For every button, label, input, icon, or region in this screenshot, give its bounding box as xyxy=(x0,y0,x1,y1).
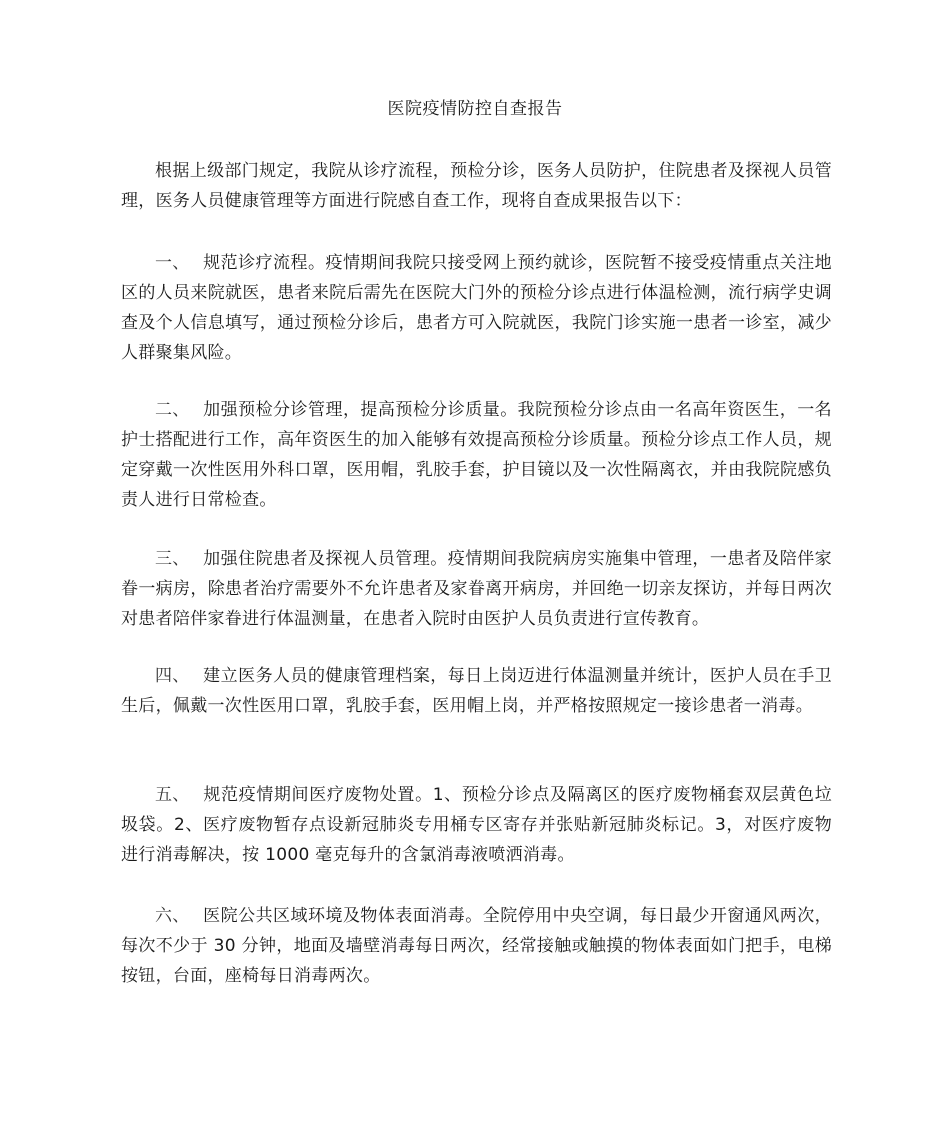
section-paragraph-2 xyxy=(121,395,832,515)
section-text: 建立医务人员的健康管理档案，每日上岗迈进行体温测量并统计，医护人员在手卫生后，佩戴一次性医用口罩，乳胶手套，医用帽上岗，并严格按照规定一接诊患者一消毒。 xyxy=(121,666,832,716)
section-paragraph-5 xyxy=(121,780,832,870)
section-text: 医院公共区域环境及物体表面消毒。全院停用中央空调，每日最少开窗通风两次，每次不少于 30 分钟，地面及墙壁消毒每日两次，经常接触或触摸的物体表面如门把手，电梯按钮，台面，座椅每日消毒两次。 xyxy=(121,906,832,986)
section-number: 六、 xyxy=(155,906,190,926)
intro-paragraph: 根据上级部门规定，我院从诊疗流程，预检分诊，医务人员防护，住院患者及探视人员管理，医务人员健康管理等方面进行院感自查工作，现将自查成果报告以下： xyxy=(121,161,832,211)
section-text: 加强预检分诊管理，提高预检分诊质量。我院预检分诊点由一名高年资医生，一名护士搭配进行工作，高年资医生的加入能够有效提高预检分诊质量。预检分诊点工作人员，规定穿戴一次性医用外科口罩，医用帽，乳胶手套，护目镜以及一次性隔离衣，并由我院院感负责人进行日常检查。 xyxy=(121,400,832,510)
section-text: 规范疫情期间医疗废物处置。1、预检分诊点及隔离区的医疗废物桶套双层黄色垃圾袋。2、医疗废物暂存点设新冠肺炎专用桶专区寄存并张贴新冠肺炎标记。3，对医疗废物进行消毒解决，按 1000 毫克每升的含氯消毒液喷洒消毒。 xyxy=(121,785,832,865)
section-number: 四、 xyxy=(155,666,190,686)
document-title: 医院疫情防控自查报告 xyxy=(387,99,563,119)
section-paragraph-4 xyxy=(121,661,832,721)
section-number: 一、 xyxy=(155,253,190,273)
section-number: 二、 xyxy=(155,400,190,420)
section-paragraph-1 xyxy=(121,248,832,368)
section-text: 加强住院患者及探视人员管理。疫情期间我院病房实施集中管理，一患者及陪伴家眷一病房，除患者治疗需要外不允许患者及家眷离开病房，并回绝一切亲友探访，并每日两次对患者陪伴家眷进行体温测量，在患者入院时由医护人员负责进行宣传教育。 xyxy=(121,549,832,629)
section-paragraph-3 xyxy=(121,544,832,634)
section-number: 五、 xyxy=(155,785,190,805)
section-number: 三、 xyxy=(155,549,190,569)
section-text: 规范诊疗流程。疫情期间我院只接受网上预约就诊，医院暂不接受疫情重点关注地区的人员来院就医，患者来院后需先在医院大门外的预检分诊点进行体温检测，流行病学史调查及个人信息填写，通过预检分诊后，患者方可入院就医，我院门诊实施一患者一诊室，减少人群聚集风险。 xyxy=(121,253,832,363)
section-paragraph-6 xyxy=(121,901,832,991)
